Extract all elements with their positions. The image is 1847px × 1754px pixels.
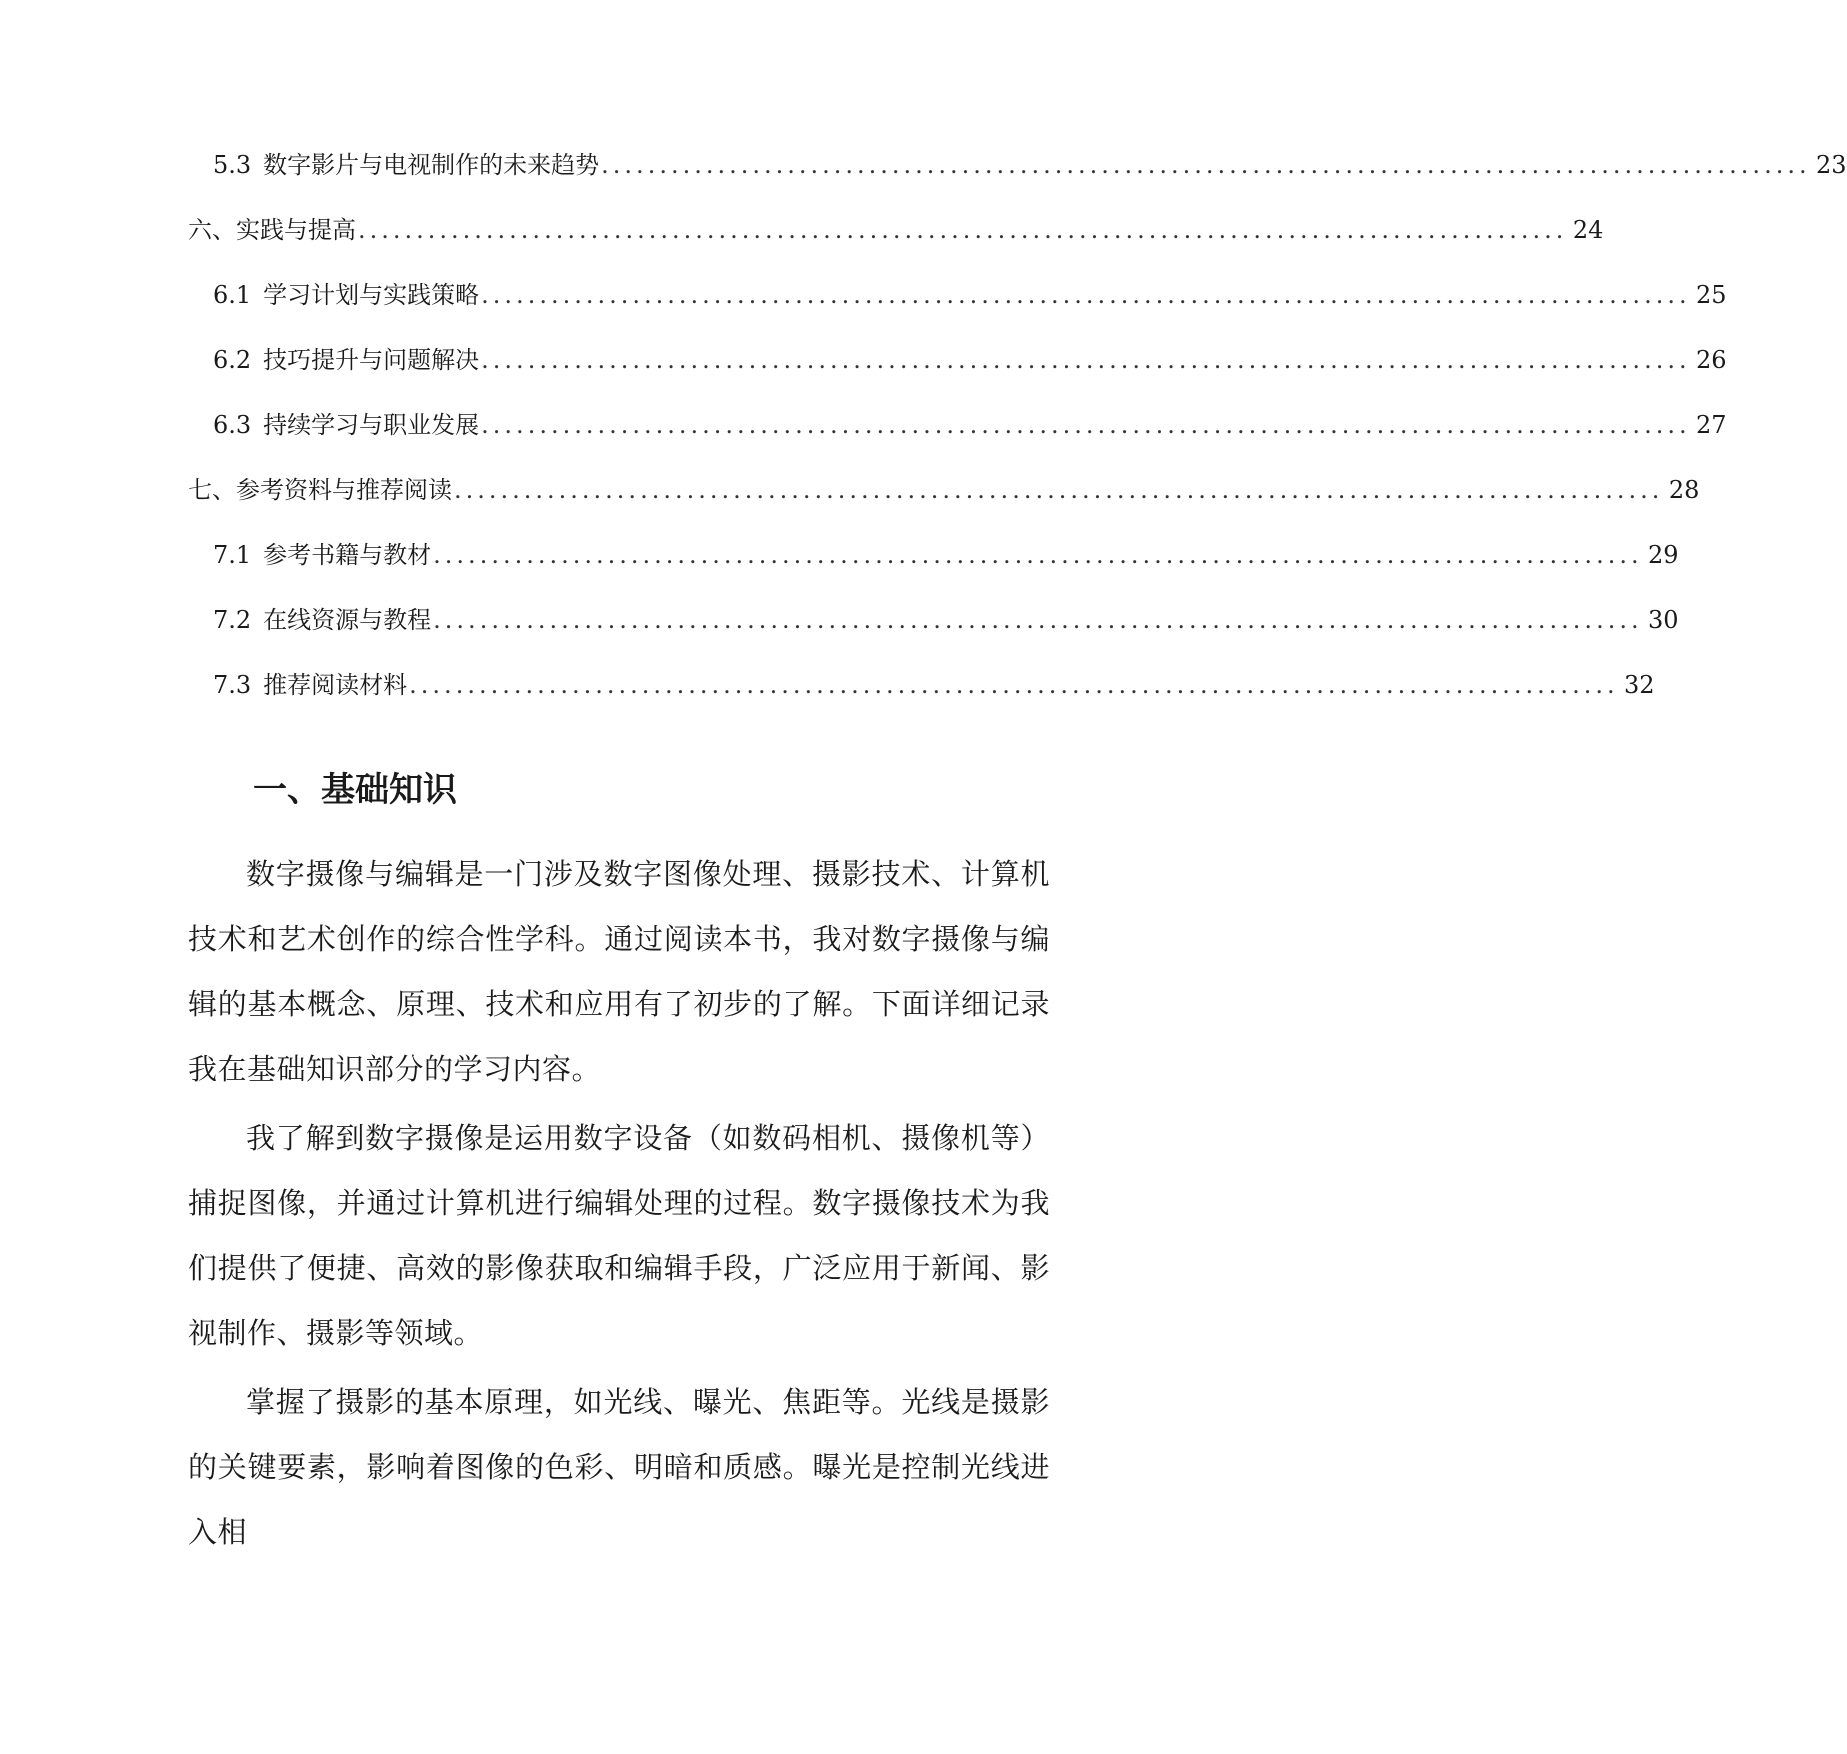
toc-leader-dots: ........................................................................................................ xyxy=(358,216,1568,244)
toc-entry-title: 参考书籍与教材 xyxy=(263,541,432,569)
toc-entry-6-3[interactable] xyxy=(188,410,1727,475)
toc-entry-number: 6.1 xyxy=(213,281,252,309)
toc-entry-7-2[interactable] xyxy=(188,605,1679,670)
toc-leader-dots: ........................................................................................................ xyxy=(481,411,1691,439)
toc-entry-chapter-6[interactable] xyxy=(188,215,1604,280)
toc-entry-title: 数字影片与电视制作的未来趋势 xyxy=(263,151,600,179)
toc-entry-7-3[interactable] xyxy=(188,670,1655,735)
toc-entry-page: 28 xyxy=(1668,476,1700,504)
toc-entry-number: 7.1 xyxy=(213,541,252,569)
toc-entry-title: 推荐阅读材料 xyxy=(263,671,408,699)
toc-leader-dots: ........................................................................................................ xyxy=(433,541,1643,569)
toc-entry-page: 29 xyxy=(1648,541,1679,569)
toc-entry-page: 26 xyxy=(1696,346,1727,374)
toc-entry-7-1[interactable] xyxy=(188,540,1679,605)
toc-entry-page: 32 xyxy=(1624,671,1655,699)
toc-entry-number: 5.3 xyxy=(213,151,252,179)
toc-entry-6-2[interactable] xyxy=(188,345,1727,410)
toc-leader-dots: ........................................................................................................ xyxy=(454,476,1664,504)
toc-entry-page: 25 xyxy=(1696,281,1727,309)
toc-entry-page: 30 xyxy=(1648,606,1679,634)
toc-entry-number: 7.2 xyxy=(213,606,252,634)
toc-entry-6-1[interactable] xyxy=(188,280,1727,345)
toc-entry-title: 七、参考资料与推荐阅读 xyxy=(188,476,452,504)
toc-entry-number: 6.3 xyxy=(213,411,252,439)
toc-leader-dots: ........................................................................................................ xyxy=(433,606,1643,634)
toc-entry-title: 技巧提升与问题解决 xyxy=(263,346,480,374)
body-paragraph: 掌握了摄影的基本原理，如光线、曝光、焦距等。光线是摄影的关键要素，影响着图像的色彩、明暗和质感。曝光是控制光线进入相 xyxy=(188,1385,1050,1549)
section-body xyxy=(188,842,1050,1569)
body-paragraph: 数字摄像与编辑是一门涉及数字图像处理、摄影技术、计算机技术和艺术创作的综合性学科。通过阅读本书，我对数字摄像与编辑的基本概念、原理、技术和应用有了初步的了解。下面详细记录我在基础知识部分的学习内容。 xyxy=(188,857,1050,1086)
toc-entry-page: 27 xyxy=(1696,411,1727,439)
toc-entry-number: 6.2 xyxy=(213,346,252,374)
toc-entry-5-3[interactable] xyxy=(188,150,1847,215)
body-paragraph: 我了解到数字摄像是运用数字设备（如数码相机、摄像机等）捕捉图像，并通过计算机进行编辑处理的过程。数字摄像技术为我们提供了便捷、高效的影像获取和编辑手段，广泛应用于新闻、影视制作、摄影等领域。 xyxy=(188,1121,1050,1350)
toc-entry-page: 24 xyxy=(1572,216,1604,244)
table-of-contents xyxy=(188,150,1847,735)
toc-entry-title: 六、实践与提高 xyxy=(188,216,356,244)
toc-entry-page: 23 xyxy=(1816,151,1847,179)
toc-entry-number: 7.3 xyxy=(213,671,252,699)
toc-leader-dots: ........................................................................................................ xyxy=(481,281,1691,309)
section-heading: 一、基础知识 xyxy=(253,770,457,810)
toc-leader-dots: ........................................................................................................ xyxy=(409,671,1619,699)
toc-leader-dots: ........................................................................................................ xyxy=(481,346,1691,374)
toc-entry-chapter-7[interactable] xyxy=(188,475,1700,540)
toc-entry-title: 学习计划与实践策略 xyxy=(263,281,480,309)
toc-entry-title: 在线资源与教程 xyxy=(263,606,432,634)
toc-entry-title: 持续学习与职业发展 xyxy=(263,411,480,439)
toc-leader-dots: ........................................................................................................ xyxy=(601,151,1811,179)
